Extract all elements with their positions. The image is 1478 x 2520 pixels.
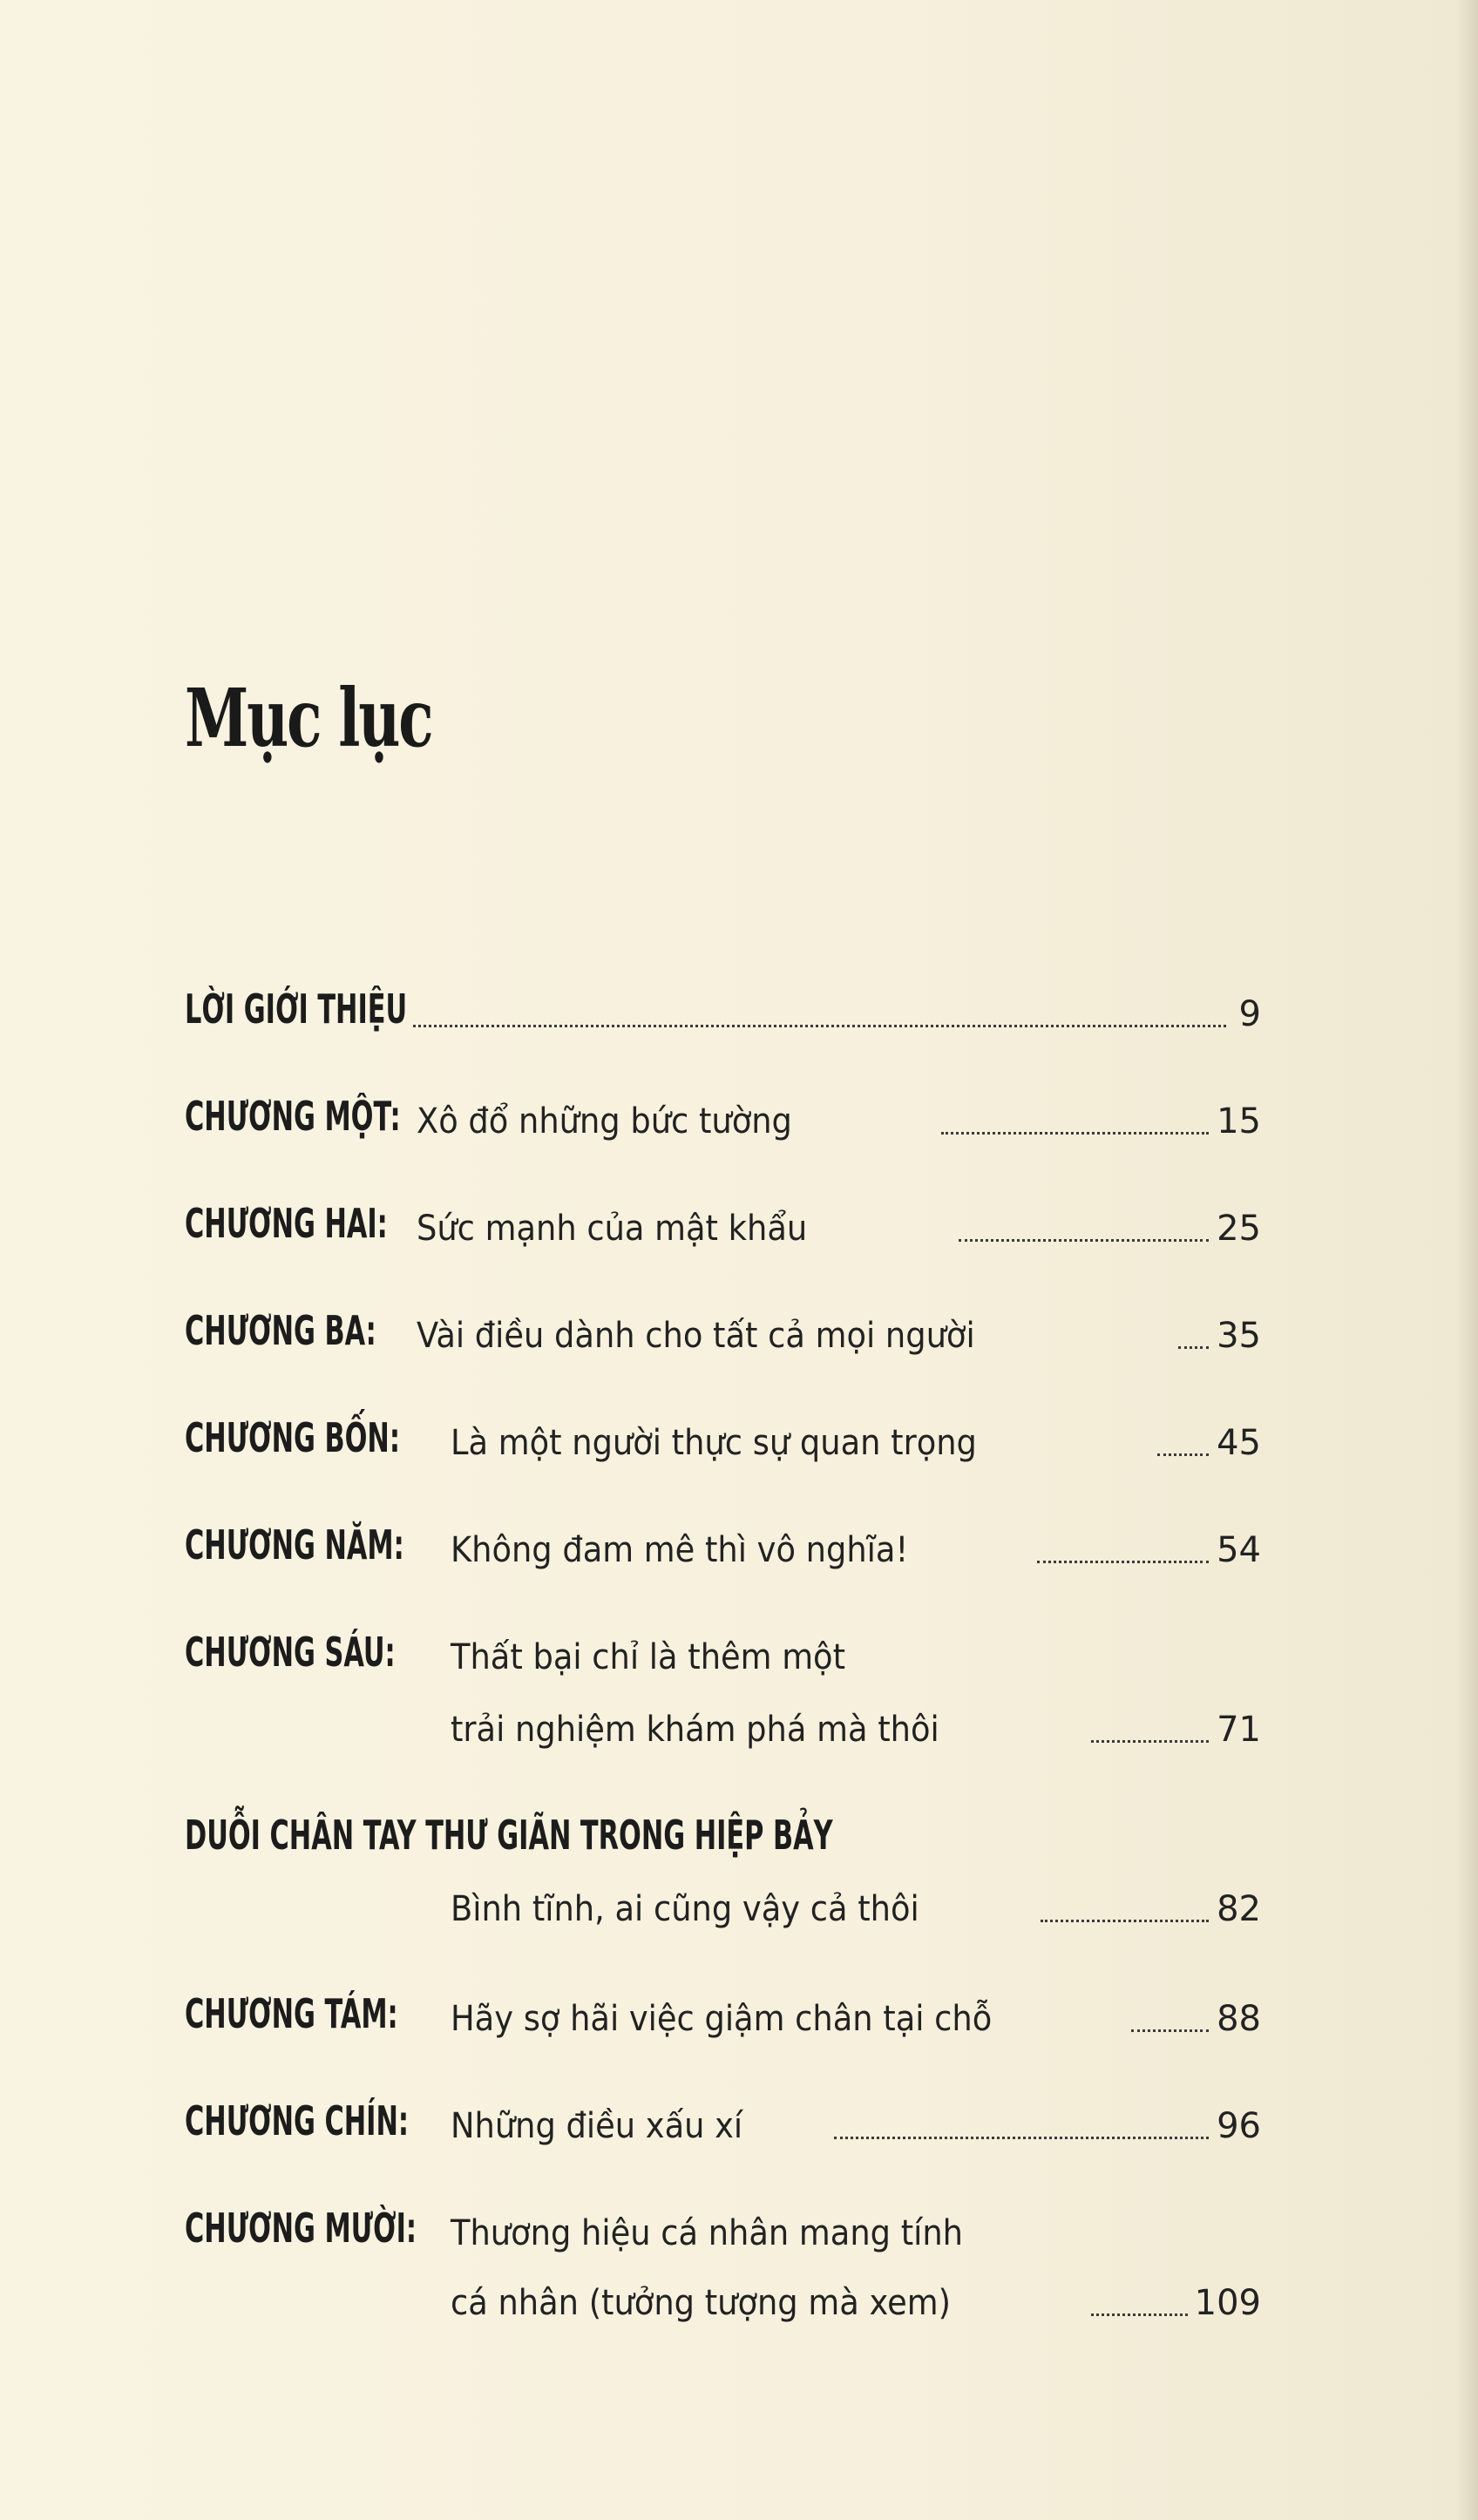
toc-entry-title-line2: trải nghiệm khám phá mà thôi: [451, 1710, 939, 1750]
toc-entry-title: Những điều xấu xí: [451, 2106, 743, 2146]
toc-page-number: 54: [1217, 1530, 1261, 1570]
toc-entry-label: CHƯƠNG BỐN:: [185, 1414, 400, 1461]
toc-page-number: 109: [1194, 2283, 1261, 2323]
toc-page-number: 15: [1217, 1101, 1261, 1141]
toc-entry-title: Thương hiệu cá nhân mang tính: [451, 2213, 964, 2253]
toc-entry-title: Bình tĩnh, ai cũng vậy cả thôi: [451, 1889, 919, 1929]
toc-entry-label: LỜI GIỚI THIỆU: [185, 986, 408, 1033]
toc-entry-hiep-bay-cont[interactable]: [185, 1884, 1261, 1933]
toc-entry-label: CHƯƠNG MỘT:: [185, 1093, 401, 1140]
toc-entry-chuong-tam[interactable]: [185, 1990, 1261, 2042]
toc-entry-chuong-bon[interactable]: [185, 1414, 1261, 1467]
leader-dots: [413, 1025, 1226, 1027]
toc-entry-chuong-nam[interactable]: [185, 1521, 1261, 1574]
leader-dots: [834, 2137, 1209, 2139]
toc-entry-label: DUỖI CHÂN TAY THƯ GIÃN TRONG HIỆP BẢY: [185, 1812, 833, 1859]
toc-entry-hiep-bay[interactable]: [185, 1812, 1261, 1864]
leader-dots: [959, 1239, 1209, 1242]
leader-dots: [1091, 2313, 1188, 2316]
toc-entry-chuong-sau[interactable]: [185, 1629, 1261, 1681]
leader-dots: [941, 1132, 1209, 1135]
leader-dots: [1131, 2029, 1209, 2032]
leader-dots: [1037, 1561, 1209, 1563]
toc-page-number: 45: [1217, 1423, 1261, 1463]
leader-dots: [1157, 1453, 1209, 1456]
toc-entry-title: Hãy sợ hãi việc giậm chân tại chỗ: [451, 1999, 993, 2039]
toc-page-number: 82: [1217, 1889, 1261, 1929]
toc-page-number: 88: [1217, 1999, 1261, 2039]
toc-page-number: 35: [1217, 1316, 1261, 1356]
toc-entry-chuong-mot[interactable]: [185, 1093, 1261, 1145]
toc-entry-title: Thất bại chỉ là thêm một: [451, 1637, 845, 1677]
toc-entry-label: CHƯƠNG CHÍN:: [185, 2097, 410, 2144]
toc-entry-title: Không đam mê thì vô nghĩa!: [451, 1530, 909, 1570]
toc-entry-chuong-sau-cont[interactable]: [185, 1704, 1261, 1753]
toc-entry-label: CHƯƠNG SÁU:: [185, 1629, 396, 1676]
toc-entry-label: CHƯƠNG BA:: [185, 1307, 376, 1354]
toc-page-number: 25: [1217, 1209, 1261, 1249]
leader-dots: [1041, 1920, 1209, 1922]
toc-entry-title: Sức mạnh của mật khẩu: [417, 1209, 808, 1249]
toc-entry-title-line2: cá nhân (tưởng tượng mà xem): [451, 2283, 951, 2323]
toc-page-number: 96: [1217, 2106, 1261, 2146]
toc-entry-label: CHƯƠNG NĂM:: [185, 1521, 404, 1568]
toc-entry-chuong-hai[interactable]: [185, 1200, 1261, 1252]
page-edge-shadow: [1455, 0, 1478, 2520]
toc-entry-loi-gioi-thieu[interactable]: [185, 986, 1261, 1038]
toc-entry-label: CHƯƠNG MƯỜI:: [185, 2205, 417, 2252]
toc-page-number: 71: [1217, 1710, 1261, 1750]
toc-entry-title: Là một người thực sự quan trọng: [451, 1423, 977, 1463]
toc-entry-label: CHƯƠNG TÁM:: [185, 1990, 398, 2037]
toc-entry-label: CHƯƠNG HAI:: [185, 1200, 388, 1247]
toc-entry-chuong-muoi-cont[interactable]: [185, 2278, 1261, 2327]
toc-entry-chuong-muoi[interactable]: [185, 2205, 1261, 2257]
toc-entry-title: Vài điều dành cho tất cả mọi người: [417, 1316, 975, 1356]
toc-entry-chuong-chin[interactable]: [185, 2097, 1261, 2150]
leader-dots: [1091, 1740, 1209, 1743]
toc-page-number: 9: [1238, 994, 1261, 1034]
toc-entry-title: Xô đổ những bức tường: [417, 1101, 792, 1141]
page-title: Mục lục: [185, 671, 432, 765]
leader-dots: [1178, 1346, 1209, 1349]
toc-entry-chuong-ba[interactable]: [185, 1307, 1261, 1359]
